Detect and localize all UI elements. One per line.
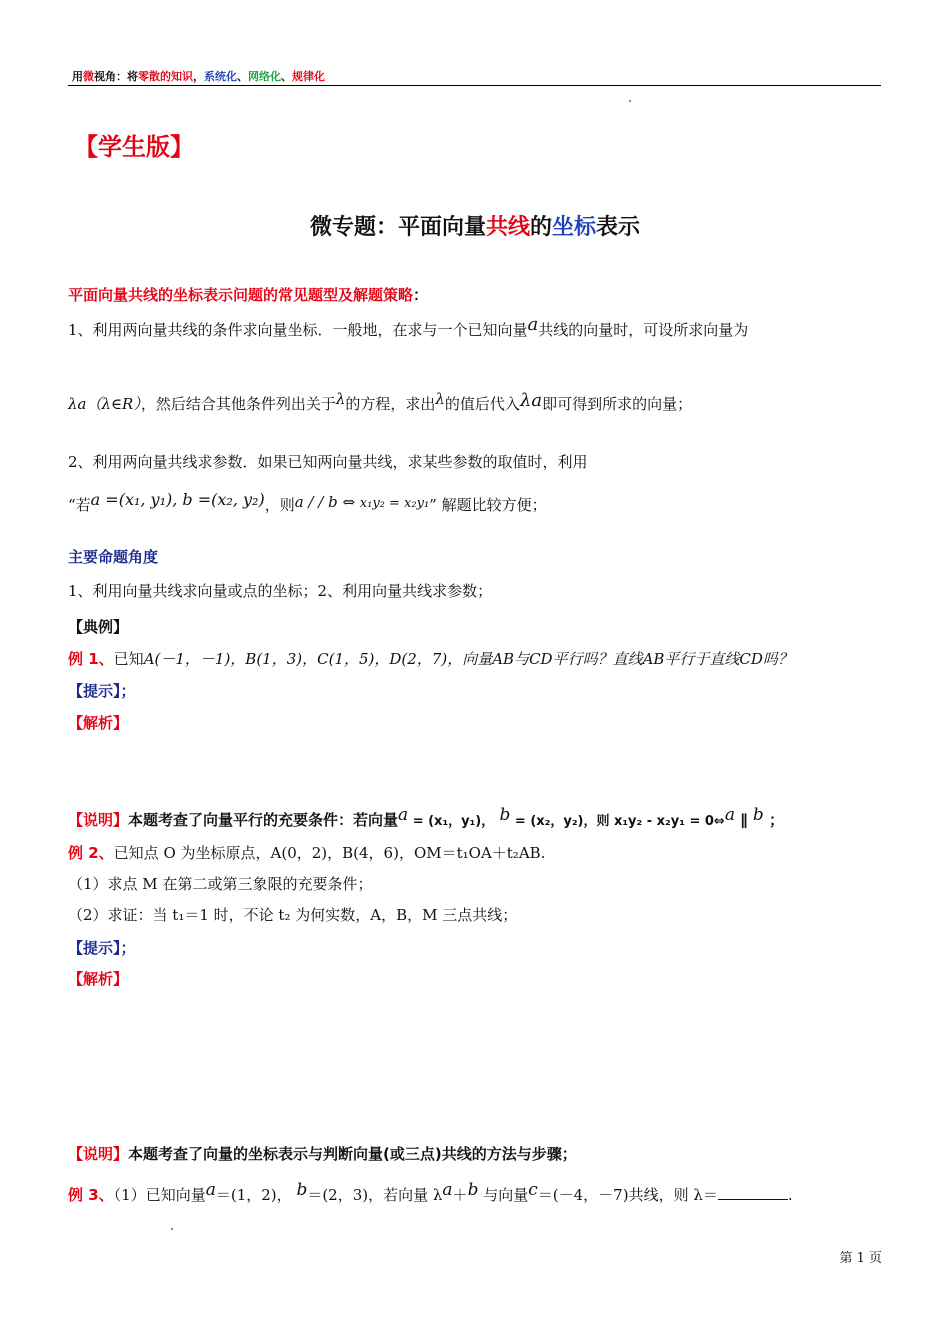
page-title: 微专题：平面向量共线的坐标表示 <box>309 215 641 240</box>
example-2-q2: （2）求证：当 t₁＝1 时，不论 t₂ 为何实数，A，B，M 三点共线； <box>68 906 518 924</box>
example-1-note: 【说明】本题考查了向量平行的充要条件：若向量a = (x₁，y₁)， b = (x₂，y₂)，则 x₁y₂ - x₂y₁ = 0⇔a ∥ b ； <box>68 805 785 829</box>
example-3: 例 3、（1）已知向量a＝(1，2)， b＝(2，3)，若向量 λa＋b 与向量c＝(－4，－7)共线，则 λ＝ . <box>68 1180 793 1204</box>
example-2-analysis: 【解析】 <box>68 970 129 988</box>
answer-blank[interactable] <box>718 1187 788 1200</box>
strategy-2-line1: 2、利用两向量共线求参数．如果已知两向量共线，求某些参数的取值时，利用 <box>68 453 588 471</box>
strategy-1-line1: 1、利用两向量共线的条件求向量坐标．一般地，在求与一个已知向量a共线的向量时，可设所求向量为 <box>68 314 749 339</box>
strategy-heading: 平面向量共线的坐标表示问题的常见题型及解题策略： <box>68 286 429 304</box>
example-2: 例 2、已知点 O 为坐标原点，A(0，2)，B(4，6)，OM＝t₁OA＋t₂AB. <box>68 844 546 862</box>
strategy-2-line2: “若a =(x₁, y₁), b =(x₂, y₂)，则a / / b ⇔ x₁y₂ = x₂y₁” 解题比较方便； <box>68 490 547 514</box>
example-2-hint: 【提示】； <box>68 939 136 957</box>
example-1: 例 1、已知A(－1，－1)，B(1，3)，C(1，5)，D(2，7)，向量AB与CD平行吗？直线AB平行于直线CD吗？ <box>68 650 793 668</box>
example-2-q1: （1）求点 M 在第二或第三象限的充要条件； <box>68 875 373 893</box>
example-1-analysis: 【解析】 <box>68 714 129 732</box>
page-number: 第 1 页 <box>839 1251 882 1266</box>
strategy-1-line2: λa（λ∈R），然后结合其他条件列出关于λ的方程，求出λ的值后代入λa即可得到所求的向量； <box>68 390 693 413</box>
example-1-hint: 【提示】； <box>68 682 136 700</box>
header-rule <box>68 85 881 86</box>
edition-label: 【学生版】 <box>74 133 194 161</box>
stray-dot <box>629 100 631 102</box>
angles-heading: 主要命题角度 <box>68 548 159 566</box>
page-header: 用微视角：将零散的知识，系统化、网络化、规律化 <box>72 70 325 83</box>
examples-label: 【典例】 <box>68 618 129 636</box>
stray-dot <box>171 1228 173 1230</box>
angles-text: 1、利用向量共线求向量或点的坐标；2、利用向量共线求参数； <box>68 582 493 600</box>
example-2-note: 【说明】本题考查了向量的坐标表示与判断向量(或三点)共线的方法与步骤； <box>68 1145 577 1163</box>
